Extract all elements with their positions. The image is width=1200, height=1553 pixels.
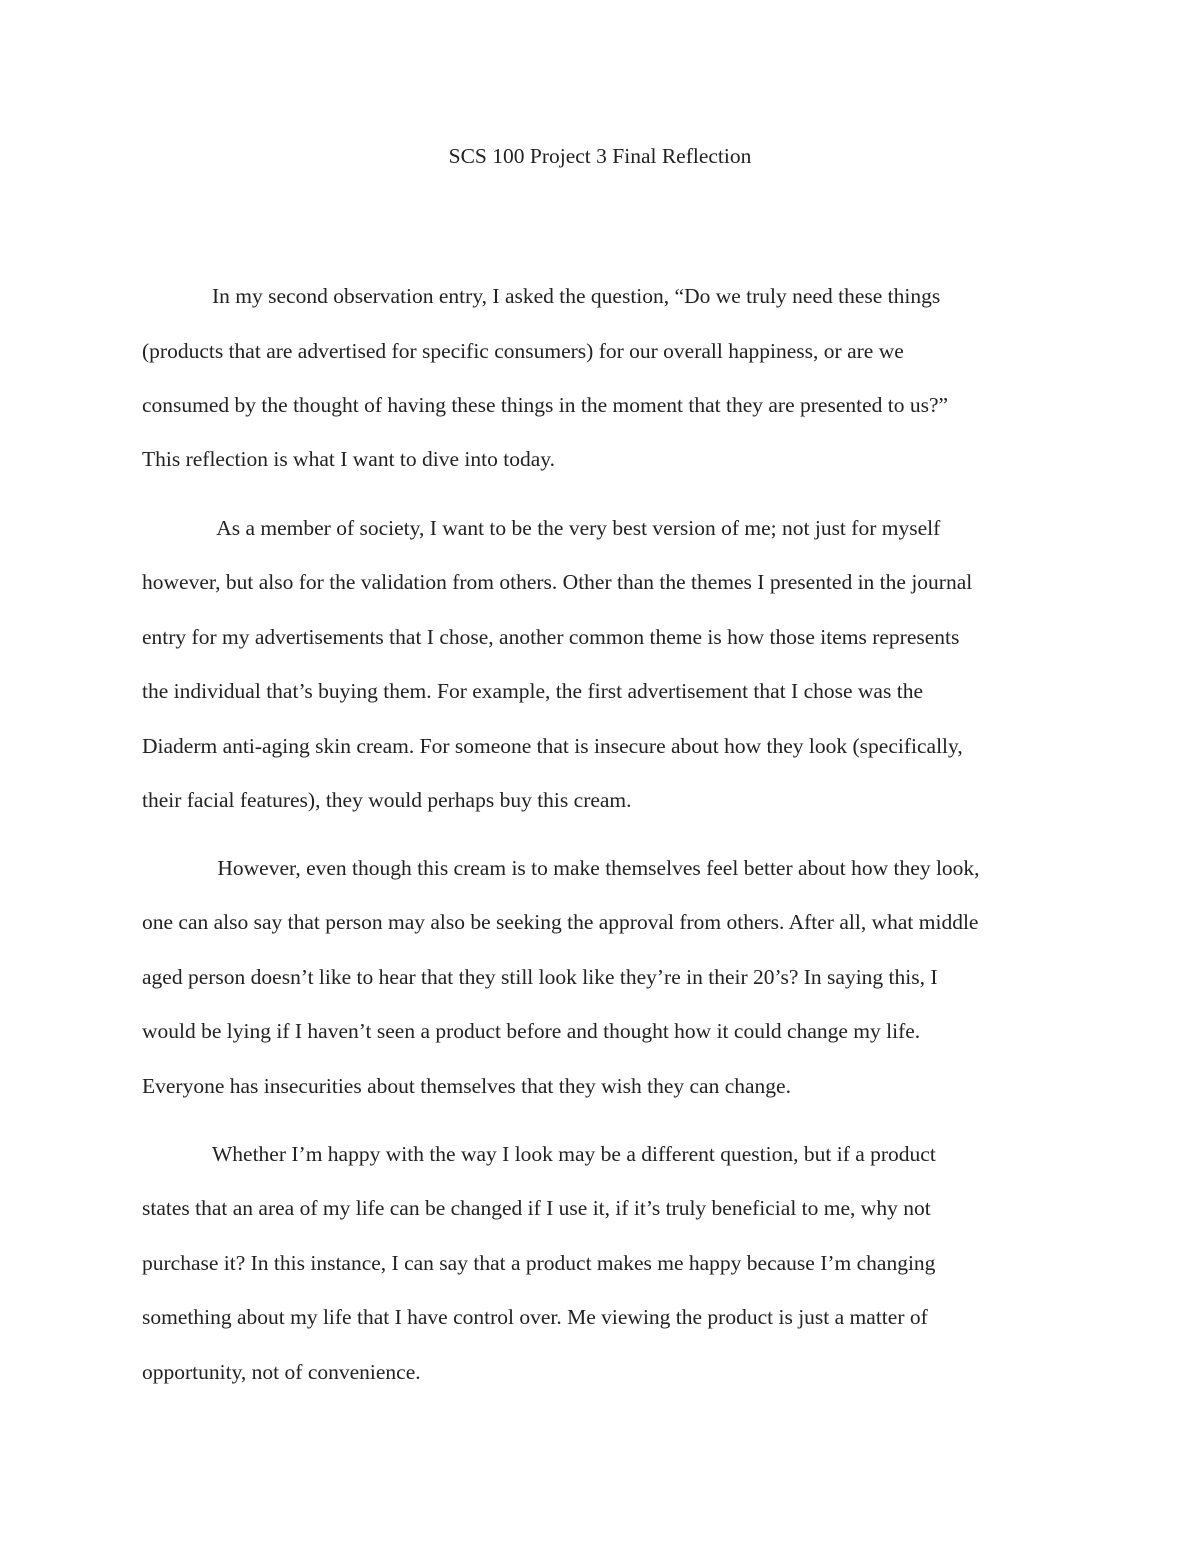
paragraph-line: As a member of society, I want to be the very best version of me; not just for myself [212, 516, 941, 540]
paragraph-line: states that an area of my life can be changed if I use it, if it’s truly beneficial to me, why not [142, 1196, 931, 1220]
paragraph-line: Everyone has insecurities about themselves that they wish they can change. [142, 1074, 791, 1098]
paragraph-line: (products that are advertised for specific consumers) for our overall happiness, or are we [142, 339, 904, 363]
paragraph-line: the individual that’s buying them. For example, the first advertisement that I chose was the [142, 679, 923, 703]
paragraph-line: something about my life that I have control over. Me viewing the product is just a matter of [142, 1305, 928, 1329]
paragraph-line: This reflection is what I want to dive into today. [142, 447, 555, 471]
paragraph-line: Diaderm anti-aging skin cream. For someone that is insecure about how they look (specifically, [142, 734, 963, 758]
paragraph-line: their facial features), they would perhaps buy this cream. [142, 788, 632, 812]
paragraph-line: consumed by the thought of having these things in the moment that they are presented to us?” [142, 393, 949, 417]
paragraph-line: opportunity, not of convenience. [142, 1360, 421, 1384]
paragraph-line: In my second observation entry, I asked the question, “Do we truly need these things [212, 284, 941, 308]
document-title: SCS 100 Project 3 Final Reflection [448, 144, 752, 168]
paragraph-line: purchase it? In this instance, I can say that a product makes me happy because I’m changing [142, 1251, 936, 1275]
paragraph-line: However, even though this cream is to make themselves feel better about how they look, [212, 856, 980, 880]
paragraph-line: one can also say that person may also be seeking the approval from others. After all, what middle [142, 910, 979, 934]
paragraph-line: entry for my advertisements that I chose, another common theme is how those items represents [142, 625, 960, 649]
paragraph-line: would be lying if I haven’t seen a product before and thought how it could change my life. [142, 1019, 921, 1043]
paragraph-line: however, but also for the validation from others. Other than the themes I presented in the journal [142, 570, 973, 594]
paragraph-line: Whether I’m happy with the way I look may be a different question, but if a product [212, 1142, 936, 1166]
paragraph-line: aged person doesn’t like to hear that they still look like they’re in their 20’s? In saying this, I [142, 965, 938, 989]
